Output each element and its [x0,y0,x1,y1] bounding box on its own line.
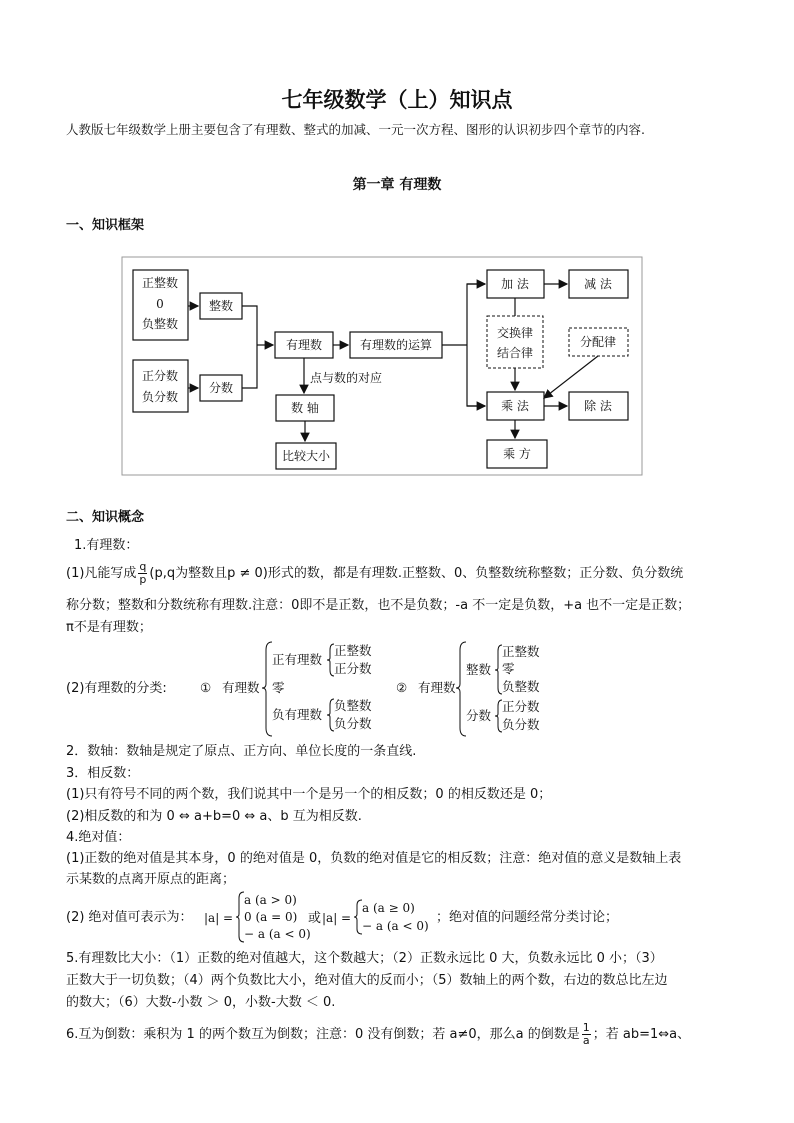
classification-tree [0,636,794,742]
label-yunsuan: 有理数的运算 [359,338,433,352]
label-bijiao: 比较大小 [281,449,331,463]
class2-a3: 负整数 [502,679,540,694]
class1-c1: 负整数 [334,698,372,713]
label-zhengshu: 整数 [208,299,234,313]
class2-brace-outer [456,642,466,736]
page-title: 七年级数学（上）知识点 [281,87,513,112]
fraction-numerator: q [139,560,147,573]
absolute-value-formulas [0,888,794,948]
class1-brace-c [327,699,334,731]
intro-paragraph: 人教版七年级数学上册主要包含了有理数、整式的加减、一元一次方程、图形的认识初步四个章节的内容. [66,122,645,137]
class2-a2: 零 [502,661,515,676]
label-jiaohuan: 交换律 [496,326,534,340]
label-shuzhou: 数 轴 [291,401,319,415]
class1-c2: 负分数 [334,716,372,731]
p6-line [66,1022,690,1047]
p4-line-c-pre: (2) 绝对值可表示为： [66,910,193,925]
p1-a-post: (p,q为整数且p ≠ 0)形式的数，都是有理数.正整数、0、负整数统称整数；正分数、负分数统 [149,566,684,581]
class2-brace-b [495,700,502,732]
abs-or: 或 [308,911,322,926]
class2-b1: 正分数 [502,699,540,714]
p4-line-c-post: ；绝对值的问题经常分类讨论； [436,910,619,925]
abs1-r2: 0 (a = 0) [244,910,298,924]
p1-line-c: π不是有理数； [66,620,152,635]
class1-a: 正有理数 [272,652,323,667]
label-jiafa: 加 法 [501,277,529,291]
label-fufenshu: 负分数 [141,390,179,404]
abs2-r2: − a (a < 0) [362,919,429,933]
fraction-q-over-p [138,561,147,586]
abs1-lhs: |a| = [204,911,234,925]
box-jiaohuan-jiehe [487,316,543,368]
box-fraction-sources [133,360,188,412]
label-chufa: 除 法 [584,399,612,413]
class1-root: 有理数 [222,680,260,695]
label-fenshu: 分数 [208,381,234,395]
abs1-r3: − a (a < 0) [244,927,311,941]
class2-b: 分数 [466,708,492,723]
label-fenpei: 分配律 [579,335,617,349]
label-zhengfenshu: 正分数 [141,369,179,383]
label-jianfa: 减 法 [584,277,612,291]
p4-heading: 4.绝对值： [66,830,131,845]
p3-line-a: (1)只有符号不同的两个数，我们说其中一个是另一个的相反数；0 的相反数还是 0； [66,787,552,802]
label-youlishu: 有理数 [285,338,323,352]
p2: 2．数轴：数轴是规定了原点、正方向、单位长度的一条直线. [66,744,417,759]
p1-heading: 1.有理数： [74,538,139,553]
abs2-r1: a (a ≥ 0) [362,901,415,915]
label-fuzhengshu: 负整数 [141,317,179,331]
label-zhengzhengshu: 正整数 [141,276,179,290]
p1-line-b: 称分数；整数和分数统称有理数.注意：0即不是正数，也不是负数；-a 不一定是负数，+a 也不一定是正数； [66,598,691,613]
abs1-r1: a (a > 0) [244,893,297,907]
class2-b2: 负分数 [502,717,540,732]
section-heading-concepts: 二、知识概念 [66,510,145,525]
class2-num: ② [396,680,408,695]
abs2-lhs: |a| = [322,911,352,925]
fraction-1-over-a [582,1022,591,1047]
p3-heading: 3．相反数： [66,766,140,781]
diagram-frame [122,257,642,475]
fraction-numerator: 1 [582,1021,590,1034]
section-heading-framework: 一、知识框架 [66,218,145,233]
p5-line-c: 的数大；（6）大数-小数 ＞ 0，小数-大数 ＜ 0. [66,995,336,1010]
classification-label: (2)有理数的分类: [66,681,167,696]
p4-line-b: 示某数的点离开原点的距离； [66,872,236,887]
class2-a: 整数 [466,662,492,677]
p5-line-a: 5.有理数比大小：（1）正数的绝对值越大，这个数越大；（2）正数永远比 0 大，负数永远比 0 小；（3） [66,951,663,966]
p1-line-a [66,561,683,586]
p3-line-b: (2)相反数的和为 0 ⇔ a+b=0 ⇔ a、b 互为相反数. [66,809,362,824]
p1-a-pre: (1)凡能写成 [66,566,137,581]
p6-post: ；若 ab=1⇔a、 [592,1027,691,1042]
class2-a1: 正整数 [502,644,540,659]
p4-line-a: (1)正数的绝对值是其本身，0 的绝对值是 0，负数的绝对值是它的相反数；注意：绝对值的意义是数轴上表 [66,851,682,866]
class1-brace-outer [262,642,272,736]
p5-line-b: 正数大于一切负数；（4）两个负数比大小，绝对值大的反而小；（5）数轴上的两个数，右边的数总比左边 [66,973,668,988]
class1-brace-a [327,644,334,676]
class1-a2: 正分数 [334,661,372,676]
class1-b: 零 [272,680,285,695]
label-chengfa: 乘 法 [501,399,529,413]
chapter-heading: 第一章 有理数 [352,177,442,193]
p6-pre: 6.互为倒数：乘积为 1 的两个数互为倒数；注意：0 没有倒数；若 a≠0，那么a 的倒数是 [66,1027,580,1042]
abs2-brace [354,900,362,934]
class1-num: ① [200,680,212,695]
fraction-denominator: a [582,1034,590,1047]
label-zero: 0 [156,297,164,311]
class1-a1: 正整数 [334,643,372,658]
class2-root: 有理数 [418,680,456,695]
label-chengfang: 乘 方 [503,447,531,461]
class2-brace-a [495,645,502,694]
label-jiehe: 结合律 [496,346,534,360]
knowledge-framework-diagram [0,0,794,480]
abs1-brace [236,892,244,942]
fraction-denominator: p [139,573,147,586]
label-duiying: 点与数的对应 [310,371,383,385]
class1-c: 负有理数 [272,707,323,722]
